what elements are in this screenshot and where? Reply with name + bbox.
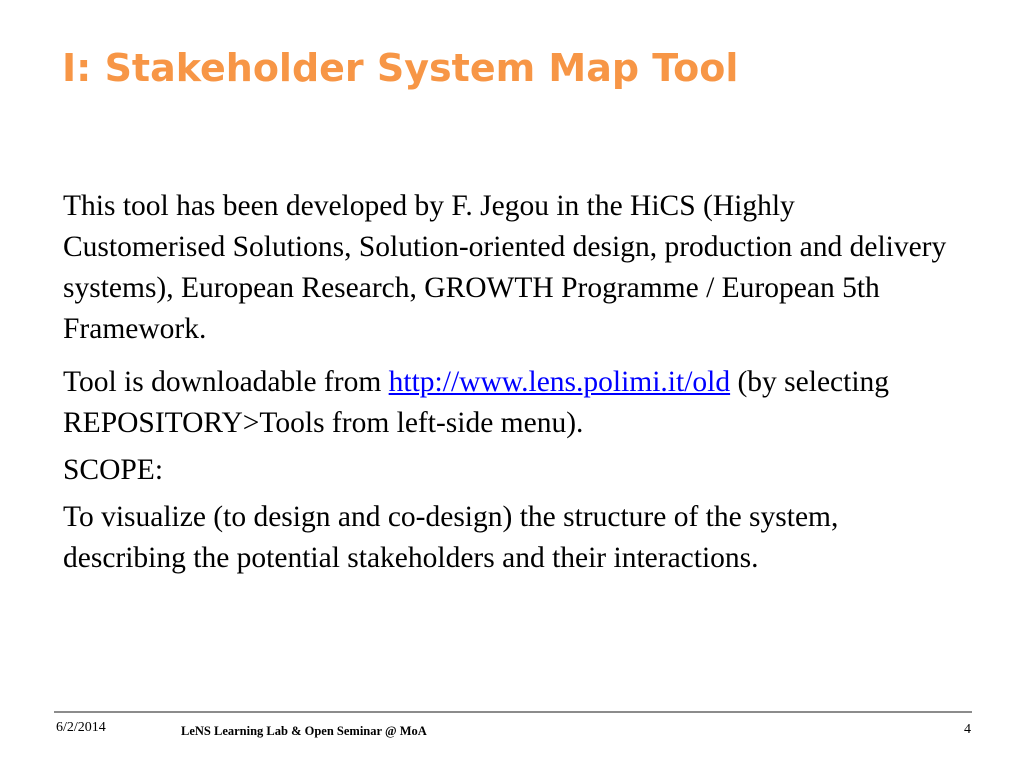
lens-repository-link[interactable]: http://www.lens.polimi.it/old	[388, 366, 731, 398]
footer-center-text: LeNS Learning Lab & Open Seminar @ MoA	[181, 724, 427, 738]
download-prefix: Tool is downloadable from	[63, 366, 389, 398]
paragraph-intro: This tool has been developed by F. Jegou in the HiCS (Highly Customerised Solutions, Solution-oriented design, production and delivery systems), European Research, GROWTH Programme / European 5th Framework.	[63, 190, 947, 345]
footer-date: 6/2/2014	[56, 720, 106, 735]
footer-divider	[54, 711, 972, 713]
paragraph-scope-heading: SCOPE:	[63, 454, 164, 486]
paragraph-download	[63, 362, 963, 444]
paragraph-scope-description: To visualize (to design and co-design) the structure of the system, describing the potential stakeholders and their interactions.	[63, 501, 839, 574]
slide-body	[63, 186, 963, 579]
page-number: 4	[964, 722, 971, 737]
slide-title: I: Stakeholder System Map Tool	[62, 46, 739, 90]
download-suffix: (by selecting REPOSITORY>Tools from left-side menu).	[63, 366, 890, 439]
